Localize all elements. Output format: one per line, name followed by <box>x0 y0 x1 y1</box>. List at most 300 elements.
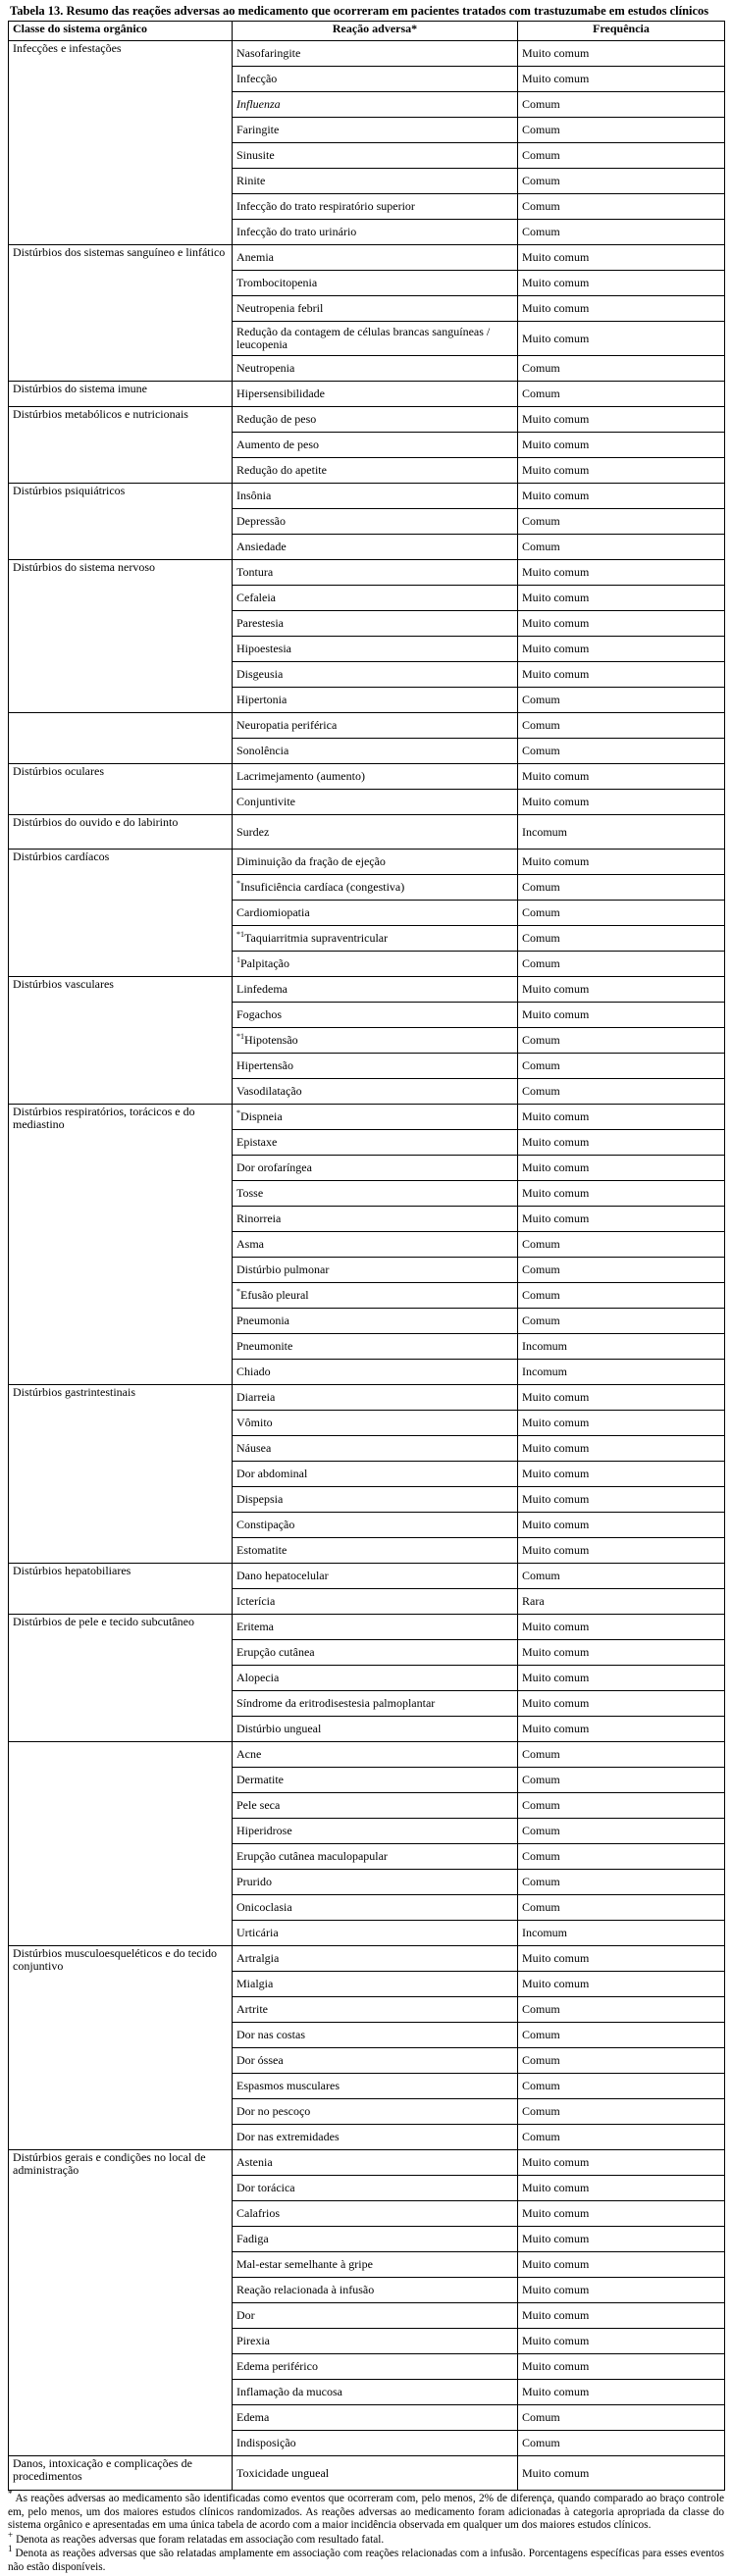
adverse-reaction-cell <box>233 1130 518 1156</box>
table-caption: Tabela 13. Resumo das reações adversas ao medicamento que ocorreram em pacientes tratados com trastuzumabe em estudos clínicos <box>10 4 709 18</box>
adverse-reaction-cell <box>233 1946 518 1972</box>
reaction-name: Dispepsia <box>236 1492 284 1506</box>
frequency-cell: Comum <box>518 1309 725 1334</box>
frequency-cell: Comum <box>518 875 725 901</box>
adverse-reaction-cell <box>233 322 518 356</box>
reaction-name: Hipotensão <box>244 1033 298 1047</box>
adverse-reaction-cell <box>233 1487 518 1513</box>
adverse-reaction-cell <box>233 611 518 637</box>
organ-class-cell: Distúrbios psiquiátricos <box>9 484 233 560</box>
adverse-reaction-cell <box>233 1972 518 1997</box>
frequency-cell: Muito comum <box>518 1105 725 1130</box>
frequency-cell: Muito comum <box>518 1615 725 1640</box>
adverse-reaction-cell <box>233 977 518 1003</box>
adverse-reaction-cell <box>233 1997 518 2023</box>
table-row <box>9 2456 725 2491</box>
frequency-cell: Muito comum <box>518 433 725 458</box>
frequency-cell: Comum <box>518 2405 725 2431</box>
frequency-cell: Comum <box>518 194 725 220</box>
frequency-cell: Comum <box>518 1895 725 1921</box>
reaction-name: Sinusite <box>236 148 275 162</box>
reaction-name: Onicoclasia <box>236 1900 292 1914</box>
frequency-cell: Muito comum <box>518 977 725 1003</box>
organ-class-cell: Distúrbios gastrintestinais <box>9 1385 233 1564</box>
reaction-name: Linfedema <box>236 982 288 996</box>
adverse-reaction-cell <box>233 2380 518 2405</box>
adverse-reaction-cell <box>233 1793 518 1819</box>
footnote-marker: 1 <box>236 955 240 964</box>
reaction-name: Asma <box>236 1237 264 1251</box>
adverse-reaction-cell <box>233 952 518 977</box>
footnote-marker: * <box>236 879 240 888</box>
adverse-reaction-cell <box>233 1462 518 1487</box>
adverse-reaction-cell <box>233 382 518 407</box>
frequency-cell: Muito comum <box>518 2150 725 2176</box>
frequency-cell: Muito comum <box>518 2380 725 2405</box>
frequency-cell: Muito comum <box>518 560 725 586</box>
reaction-name: Náusea <box>236 1441 272 1455</box>
adverse-reaction-cell <box>233 484 518 509</box>
table-row <box>9 2150 725 2176</box>
reaction-name: Neuropatia periférica <box>236 718 338 732</box>
frequency-cell: Muito comum <box>518 271 725 296</box>
table-header-row <box>9 22 725 41</box>
adverse-reaction-cell <box>233 407 518 433</box>
reaction-name: Neutropenia febril <box>236 301 324 315</box>
frequency-cell: Comum <box>518 1742 725 1768</box>
adverse-reaction-cell <box>233 2023 518 2048</box>
adverse-reaction-cell <box>233 2125 518 2150</box>
adverse-reaction-cell <box>233 41 518 67</box>
footnote-text: As reações adversas ao medicamento são identificadas como eventos que ocorreram com, pelo menos, 2% de diferença, quando comparado ao braço controle em, pelo menos, um dos maiores estudos clínicos randomizados. As reações adversas ao medicamento foram adicionadas à categoria apropriada da classe do sistema orgânico e apresentadas em uma única tabela de acordo com a maior incidência observada em qualquer um dos maiores estudos clínicos. <box>8 2493 724 2531</box>
frequency-cell: Comum <box>518 2023 725 2048</box>
adverse-reaction-cell <box>233 2201 518 2227</box>
reaction-name: Infecção do trato urinário <box>236 225 357 238</box>
reaction-name: Redução de peso <box>236 412 317 426</box>
frequency-cell: Comum <box>518 143 725 169</box>
frequency-cell: Comum <box>518 1819 725 1844</box>
frequency-cell: Muito comum <box>518 2354 725 2380</box>
frequency-cell: Comum <box>518 1844 725 1870</box>
footnote-marker: *1 <box>236 1032 244 1041</box>
frequency-cell: Muito comum <box>518 1385 725 1411</box>
reaction-name: Influenza <box>236 97 281 111</box>
reaction-name: Fadiga <box>236 2232 269 2245</box>
adverse-reaction-cell <box>233 2329 518 2354</box>
frequency-cell: Incomum <box>518 1360 725 1385</box>
frequency-cell: Comum <box>518 92 725 118</box>
frequency-cell: Comum <box>518 382 725 407</box>
frequency-cell: Comum <box>518 2431 725 2456</box>
reaction-name: Eritema <box>236 1620 274 1633</box>
table-row <box>9 407 725 433</box>
footnote-symbol: 1 <box>8 2544 13 2554</box>
adverse-reaction-cell <box>233 1513 518 1538</box>
adverse-reaction-cell <box>233 850 518 875</box>
frequency-cell: Comum <box>518 2074 725 2099</box>
table-row <box>9 815 725 850</box>
adverse-reaction-cell <box>233 688 518 713</box>
frequency-cell: Comum <box>518 1079 725 1105</box>
header-organ-class: Classe do sistema orgânico <box>9 22 233 41</box>
reaction-name: Rinite <box>236 174 266 187</box>
adverse-reaction-cell <box>233 1258 518 1283</box>
reaction-name: Edema periférico <box>236 2359 318 2373</box>
reaction-name: Conjuntivite <box>236 795 295 808</box>
adverse-reaction-cell <box>233 764 518 790</box>
frequency-cell: Muito comum <box>518 2456 725 2491</box>
frequency-cell: Muito comum <box>518 2252 725 2278</box>
reaction-name: Dermatite <box>236 1773 284 1786</box>
adverse-reaction-cell <box>233 739 518 764</box>
frequency-cell: Muito comum <box>518 1181 725 1207</box>
frequency-cell: Muito comum <box>518 296 725 322</box>
adverse-reaction-cell <box>233 560 518 586</box>
adverse-reaction-cell <box>233 1640 518 1666</box>
adverse-reaction-cell <box>233 1003 518 1028</box>
frequency-cell: Muito comum <box>518 637 725 662</box>
frequency-cell: Muito comum <box>518 1666 725 1691</box>
table-body <box>9 41 725 2491</box>
reaction-name: Inflamação da mucosa <box>236 2385 342 2398</box>
reaction-name: Vasodilatação <box>236 1084 302 1098</box>
frequency-cell: Muito comum <box>518 2227 725 2252</box>
reaction-name: Artrite <box>236 2002 268 2016</box>
adverse-reaction-cell <box>233 169 518 194</box>
reaction-name: Mialgia <box>236 1977 274 1990</box>
table-row <box>9 382 725 407</box>
reaction-name: Dor torácica <box>236 2181 295 2194</box>
adverse-reactions-table <box>8 21 725 2491</box>
reaction-name: Anemia <box>236 250 274 264</box>
reaction-name: Chiado <box>236 1365 271 1378</box>
reaction-name: Dor no pescoço <box>236 2104 311 2118</box>
frequency-cell: Incomum <box>518 815 725 850</box>
adverse-reaction-cell <box>233 2074 518 2099</box>
table-row <box>9 41 725 67</box>
frequency-cell: Muito comum <box>518 850 725 875</box>
reaction-name: Epistaxe <box>236 1135 278 1149</box>
reaction-name: Dispneia <box>240 1109 283 1123</box>
reaction-name: Redução da contagem de células brancas sanguíneas / leucopenia <box>236 325 491 351</box>
adverse-reaction-cell <box>233 143 518 169</box>
frequency-cell: Muito comum <box>518 484 725 509</box>
frequency-cell: Muito comum <box>518 2201 725 2227</box>
adverse-reaction-cell <box>233 509 518 535</box>
reaction-name: Hiperidrose <box>236 1824 292 1837</box>
organ-class-cell: Distúrbios de pele e tecido subcutâneo <box>9 1615 233 1742</box>
adverse-reaction-cell <box>233 1360 518 1385</box>
table-row <box>9 245 725 271</box>
adverse-reaction-cell <box>233 1870 518 1895</box>
frequency-cell: Muito comum <box>518 407 725 433</box>
organ-class-cell: Infecções e infestações <box>9 41 233 245</box>
adverse-reaction-cell <box>233 1156 518 1181</box>
reaction-name: Trombocitopenia <box>236 276 318 289</box>
adverse-reaction-cell <box>233 713 518 739</box>
adverse-reaction-cell <box>233 1691 518 1717</box>
adverse-reaction-cell <box>233 1309 518 1334</box>
reaction-name: Indisposição <box>236 2436 296 2449</box>
table-row <box>9 1615 725 1640</box>
adverse-reaction-cell <box>233 2303 518 2329</box>
organ-class-cell: Distúrbios oculares <box>9 764 233 815</box>
adverse-reaction-cell <box>233 2048 518 2074</box>
reaction-name: Dano hepatocelular <box>236 1569 329 1582</box>
table-row <box>9 1385 725 1411</box>
adverse-reaction-cell <box>233 1538 518 1564</box>
adverse-reaction-cell <box>233 1334 518 1360</box>
adverse-reaction-cell <box>233 1666 518 1691</box>
organ-class-cell: Distúrbios cardíacos <box>9 850 233 977</box>
adverse-reaction-cell <box>233 67 518 92</box>
frequency-cell: Comum <box>518 2125 725 2150</box>
reaction-name: Dor nas extremidades <box>236 2130 340 2143</box>
adverse-reaction-cell <box>233 2176 518 2201</box>
reaction-name: Espasmos musculares <box>236 2079 340 2092</box>
adverse-reaction-cell <box>233 2227 518 2252</box>
table-row <box>9 484 725 509</box>
frequency-cell: Muito comum <box>518 1717 725 1742</box>
reaction-name: Erupção cutânea <box>236 1645 315 1659</box>
frequency-cell: Comum <box>518 118 725 143</box>
reaction-name: Urticária <box>236 1926 279 1939</box>
adverse-reaction-cell <box>233 662 518 688</box>
footnotes <box>8 2489 724 2574</box>
table-row <box>9 713 725 739</box>
frequency-cell: Comum <box>518 2048 725 2074</box>
frequency-cell: Muito comum <box>518 2329 725 2354</box>
table-row <box>9 850 725 875</box>
frequency-cell: Muito comum <box>518 662 725 688</box>
frequency-cell: Comum <box>518 739 725 764</box>
adverse-reaction-cell <box>233 220 518 245</box>
adverse-reaction-cell <box>233 1615 518 1640</box>
organ-class-cell: Distúrbios respiratórios, torácicos e do mediastino <box>9 1105 233 1385</box>
reaction-name: Hipersensibilidade <box>236 386 325 400</box>
adverse-reaction-cell <box>233 271 518 296</box>
organ-class-cell: Distúrbios gerais e condições no local de administração <box>9 2150 233 2456</box>
organ-class-cell <box>9 713 233 764</box>
footnote-item <box>8 2529 724 2548</box>
reaction-name: Dor óssea <box>236 2053 284 2067</box>
reaction-name: Aumento de peso <box>236 438 319 451</box>
table-row <box>9 1105 725 1130</box>
adverse-reaction-cell <box>233 875 518 901</box>
organ-class-cell: Distúrbios dos sistemas sanguíneo e linfático <box>9 245 233 382</box>
frequency-cell: Comum <box>518 952 725 977</box>
adverse-reaction-cell <box>233 637 518 662</box>
adverse-reaction-cell <box>233 2431 518 2456</box>
organ-class-cell: Distúrbios do sistema imune <box>9 382 233 407</box>
adverse-reaction-cell <box>233 2354 518 2380</box>
reaction-name: Distúrbio ungueal <box>236 1722 322 1735</box>
frequency-cell: Incomum <box>518 1921 725 1946</box>
frequency-cell: Muito comum <box>518 322 725 356</box>
frequency-cell: Muito comum <box>518 1003 725 1028</box>
frequency-cell: Muito comum <box>518 41 725 67</box>
adverse-reaction-cell <box>233 1105 518 1130</box>
organ-class-cell: Danos, intoxicação e complicações de procedimentos <box>9 2456 233 2491</box>
table-row <box>9 764 725 790</box>
organ-class-cell: Distúrbios do ouvido e do labirinto <box>9 815 233 850</box>
frequency-cell: Comum <box>518 1793 725 1819</box>
organ-class-cell: Distúrbios hepatobiliares <box>9 1564 233 1615</box>
table-row <box>9 1564 725 1589</box>
reaction-name: Tosse <box>236 1186 264 1200</box>
reaction-name: Edema <box>236 2410 270 2424</box>
footnote-marker: * <box>236 1287 240 1296</box>
table-row <box>9 977 725 1003</box>
reaction-name: Reação relacionada à infusão <box>236 2283 375 2296</box>
adverse-reaction-cell <box>233 1717 518 1742</box>
reaction-name: Infecção <box>236 72 278 85</box>
frequency-cell: Incomum <box>518 1334 725 1360</box>
frequency-cell: Muito comum <box>518 1411 725 1436</box>
frequency-cell: Muito comum <box>518 1640 725 1666</box>
adverse-reaction-cell <box>233 2278 518 2303</box>
footnote-item <box>8 2489 724 2533</box>
frequency-cell: Muito comum <box>518 245 725 271</box>
adverse-reaction-cell <box>233 458 518 484</box>
reaction-name: Estomatite <box>236 1543 288 1557</box>
organ-class-cell: Distúrbios do sistema nervoso <box>9 560 233 713</box>
reaction-name: Distúrbio pulmonar <box>236 1262 330 1276</box>
frequency-cell: Comum <box>518 356 725 382</box>
frequency-cell: Muito comum <box>518 458 725 484</box>
adverse-reaction-cell <box>233 356 518 382</box>
adverse-reaction-cell <box>233 1768 518 1793</box>
reaction-name: Calafrios <box>236 2206 280 2220</box>
reaction-name: Rinorreia <box>236 1211 282 1225</box>
table-row <box>9 1742 725 1768</box>
reaction-name: Hipertonia <box>236 693 288 706</box>
frequency-cell: Muito comum <box>518 2303 725 2329</box>
adverse-reaction-cell <box>233 815 518 850</box>
table-row <box>9 560 725 586</box>
footnote-item <box>8 2544 724 2574</box>
reaction-name: Toxicidade ungueal <box>236 2465 330 2480</box>
frequency-cell: Comum <box>518 1258 725 1283</box>
footnote-marker: * <box>236 1108 240 1117</box>
frequency-cell: Comum <box>518 688 725 713</box>
frequency-cell: Muito comum <box>518 1538 725 1564</box>
adverse-reaction-cell <box>233 1895 518 1921</box>
frequency-cell: Rara <box>518 1589 725 1615</box>
frequency-cell: Muito comum <box>518 1436 725 1462</box>
reaction-name: Nasofaringite <box>236 46 301 60</box>
adverse-reaction-cell <box>233 1921 518 1946</box>
reaction-name: Mal-estar semelhante à gripe <box>236 2257 373 2271</box>
frequency-cell: Muito comum <box>518 1156 725 1181</box>
footnote-text: Denota as reações adversas que são relatadas amplamente em associação com reações relacionadas com a infusão. Porcentagens específicas para esses eventos não estão disponíveis. <box>8 2548 724 2573</box>
frequency-cell: Comum <box>518 169 725 194</box>
adverse-reaction-cell <box>233 296 518 322</box>
reaction-name: Prurido <box>236 1875 272 1888</box>
adverse-reaction-cell <box>233 1589 518 1615</box>
reaction-name: Artralgia <box>236 1951 280 1965</box>
reaction-name: Disgeusia <box>236 667 284 681</box>
reaction-name: Fogachos <box>236 1007 282 1021</box>
frequency-cell: Comum <box>518 220 725 245</box>
reaction-name: Neutropenia <box>236 361 295 375</box>
reaction-name: Cefaleia <box>236 591 276 604</box>
frequency-cell: Comum <box>518 1232 725 1258</box>
reaction-name: Dor abdominal <box>236 1467 308 1480</box>
reaction-name: Pneumonite <box>236 1339 293 1353</box>
adverse-reaction-cell <box>233 1232 518 1258</box>
reaction-name: Lacrimejamento (aumento) <box>236 769 365 783</box>
reaction-name: Depressão <box>236 514 286 528</box>
frequency-cell: Comum <box>518 509 725 535</box>
reaction-name: Dor orofaríngea <box>236 1160 312 1174</box>
adverse-reaction-cell <box>233 1028 518 1054</box>
reaction-name: Cardiomiopatia <box>236 905 310 919</box>
adverse-reaction-cell <box>233 2456 518 2491</box>
adverse-reaction-cell <box>233 1564 518 1589</box>
frequency-cell: Muito comum <box>518 2176 725 2201</box>
adverse-reaction-cell <box>233 535 518 560</box>
frequency-cell: Comum <box>518 1564 725 1589</box>
frequency-cell: Muito comum <box>518 1946 725 1972</box>
reaction-name: Síndrome da eritrodisestesia palmoplantar <box>236 1696 436 1710</box>
reaction-name: Insônia <box>236 489 272 502</box>
reaction-name: Taquiarritmia supraventricular <box>244 931 389 945</box>
reaction-name: Dor nas costas <box>236 2028 305 2041</box>
reaction-name: Pele seca <box>236 1798 281 1812</box>
adverse-reaction-cell <box>233 2099 518 2125</box>
frequency-cell: Muito comum <box>518 2278 725 2303</box>
organ-class-cell: Distúrbios musculoesqueléticos e do tecido conjuntivo <box>9 1946 233 2150</box>
adverse-reaction-cell <box>233 901 518 926</box>
reaction-name: Constipação <box>236 1518 295 1531</box>
frequency-cell: Muito comum <box>518 611 725 637</box>
reaction-name: Astenia <box>236 2155 273 2169</box>
adverse-reaction-cell <box>233 1844 518 1870</box>
adverse-reaction-cell <box>233 1436 518 1462</box>
adverse-reaction-cell <box>233 586 518 611</box>
frequency-cell: Comum <box>518 1283 725 1309</box>
frequency-cell: Comum <box>518 713 725 739</box>
reaction-name: Dor <box>236 2308 255 2322</box>
adverse-reaction-cell <box>233 1181 518 1207</box>
adverse-reaction-cell <box>233 926 518 952</box>
adverse-reaction-cell <box>233 92 518 118</box>
adverse-reaction-cell <box>233 245 518 271</box>
frequency-cell: Muito comum <box>518 1691 725 1717</box>
adverse-reaction-cell <box>233 1054 518 1079</box>
adverse-reaction-cell <box>233 2150 518 2176</box>
adverse-reaction-cell <box>233 1283 518 1309</box>
reaction-name: Acne <box>236 1747 262 1761</box>
frequency-cell: Muito comum <box>518 1130 725 1156</box>
adverse-reaction-cell <box>233 1079 518 1105</box>
reaction-name: Hipoestesia <box>236 642 291 655</box>
frequency-cell: Muito comum <box>518 790 725 815</box>
reaction-name: Alopecia <box>236 1671 280 1684</box>
adverse-reaction-cell <box>233 1385 518 1411</box>
frequency-cell: Comum <box>518 1028 725 1054</box>
frequency-cell: Muito comum <box>518 586 725 611</box>
footnote-symbol: * <box>8 2489 13 2499</box>
frequency-cell: Comum <box>518 926 725 952</box>
reaction-name: Vômito <box>236 1416 273 1429</box>
frequency-cell: Comum <box>518 535 725 560</box>
frequency-cell: Comum <box>518 1997 725 2023</box>
reaction-name: Diminuição da fração de ejeção <box>236 854 386 868</box>
footnote-marker: *1 <box>236 930 244 939</box>
footnote-symbol: + <box>8 2529 14 2540</box>
